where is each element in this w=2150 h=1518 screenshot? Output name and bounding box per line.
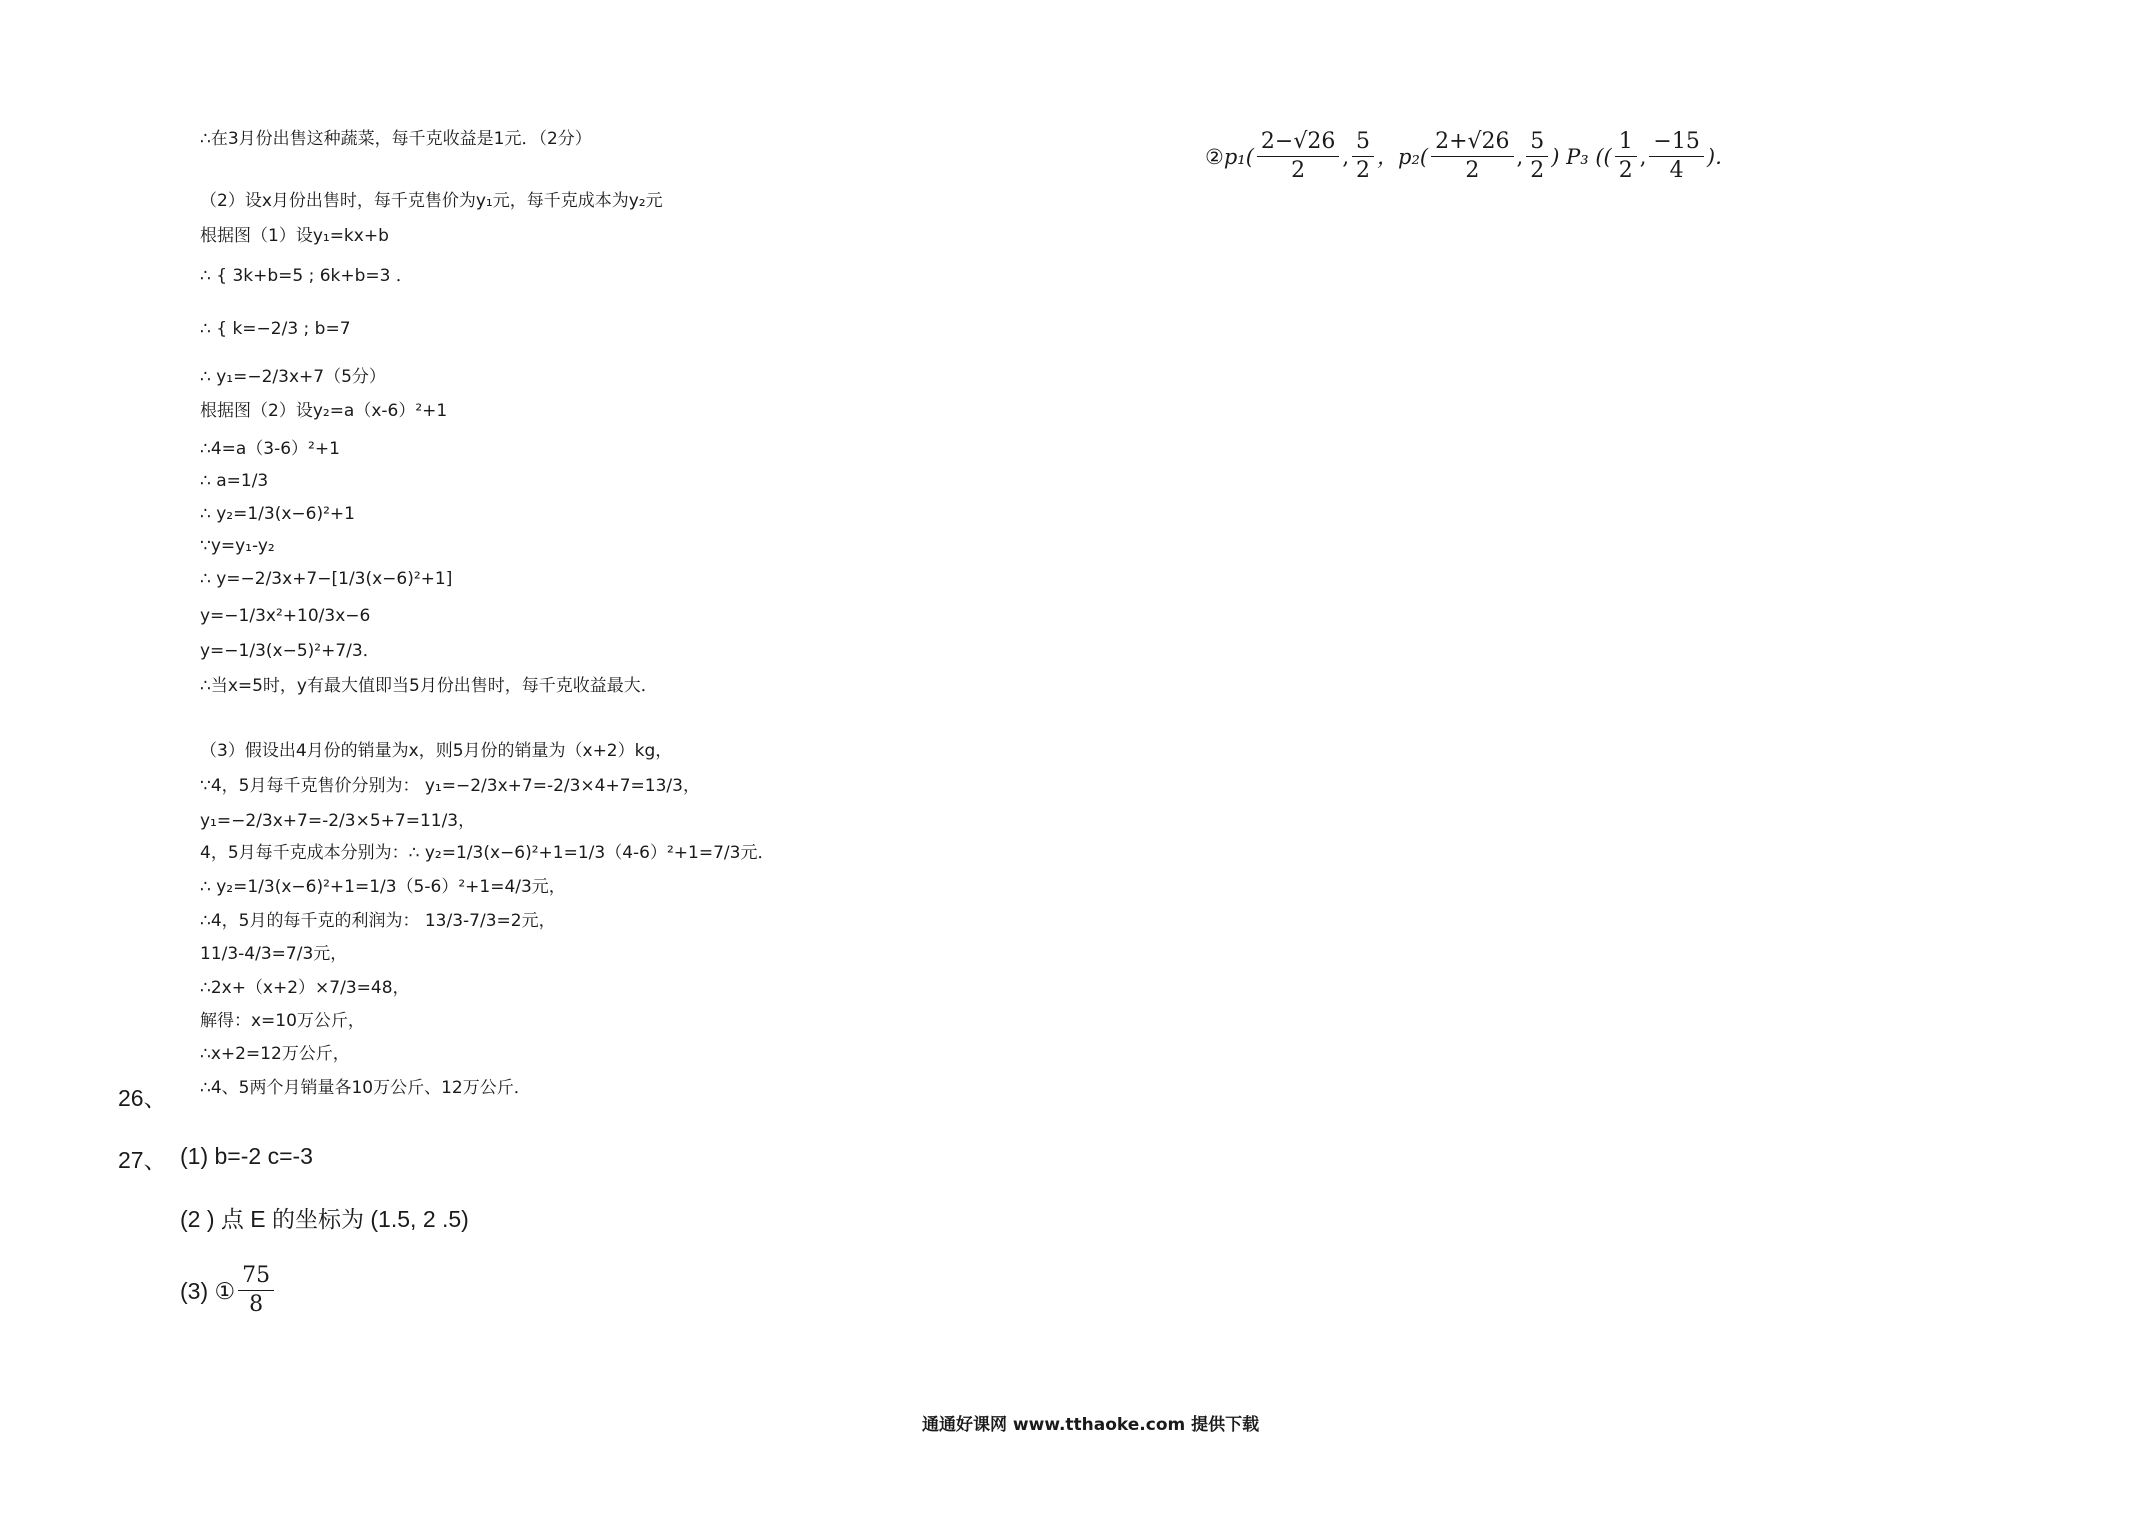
- fraction-denominator: 2: [1465, 158, 1480, 183]
- solution-line: ∴ a=1/3: [200, 471, 269, 491]
- point-p3-label: ) P₃ ((: [1551, 144, 1612, 169]
- solution-line: y=−1/3x²+10/3x−6: [200, 606, 371, 626]
- fraction-numerator: 75: [238, 1262, 274, 1291]
- fraction-numerator: 2+√26: [1431, 128, 1513, 157]
- fraction-denominator: 2: [1356, 158, 1371, 183]
- p2-x-fraction: [1431, 128, 1513, 185]
- solution-line: ∵4，5月每千克售价分别为： y₁=−2/3x+7=-2/3×4+7=13/3，: [200, 776, 700, 796]
- fraction-denominator: 2: [1291, 158, 1306, 183]
- solution-line: 4，5月每千克成本分别为：∴ y₂=1/3(x−6)²+1=1/3（4-6）²+1=7/3元．: [200, 843, 775, 863]
- solution-line: y=−1/3(x−5)²+7/3．: [200, 641, 380, 661]
- solution-line: （2）设x月份出售时，每千克售价为y₁元，每千克成本为y₂元: [200, 191, 663, 211]
- p2-y-fraction: [1526, 128, 1548, 185]
- solution-line: ∴ { 3k+b=5 ; 6k+b=3 ．: [200, 266, 413, 286]
- footer-watermark-text: 通通好课网 www.tthaoke.com 提供下载: [922, 1415, 1260, 1435]
- solution-line: ∴ y₂=1/3(x−6)²+1=1/3（5-6）²+1=4/3元，: [200, 877, 566, 897]
- p3-y-fraction: [1649, 128, 1703, 185]
- fraction-numerator: 1: [1615, 128, 1637, 157]
- point-p2-label: ，p₂(: [1377, 144, 1429, 169]
- solution-line: ∴当x=5时，y有最大值即当5月份出售时，每千克收益最大．: [200, 676, 658, 696]
- solution-line: ∵y=y₁-y₂: [200, 536, 275, 556]
- solution-line: ∴4、5两个月销量各10万公斤、12万公斤．: [200, 1078, 531, 1098]
- fraction-numerator: 2−√26: [1257, 128, 1339, 157]
- p1-y-fraction: [1352, 128, 1374, 185]
- q27-part1: (1) b=-2 c=-3: [180, 1143, 313, 1169]
- fraction-denominator: 2: [1530, 158, 1545, 183]
- fraction-numerator: 5: [1352, 128, 1374, 157]
- q27-part3-fraction: [238, 1262, 274, 1319]
- solution-line: ∴ y₂=1/3(x−6)²+1: [200, 504, 355, 524]
- solution-line: ∴4，5月的每千克的利润为： 13/3-7/3=2元，: [200, 911, 556, 931]
- point-list-end: )．: [1706, 144, 1737, 169]
- solution-line: ∴在3月份出售这种蔬菜，每千克收益是1元．（2分）: [200, 129, 592, 149]
- fraction-denominator: 4: [1669, 158, 1684, 183]
- solution-line: 11/3-4/3=7/3元，: [200, 944, 348, 964]
- fraction-denominator: 2: [1618, 158, 1633, 183]
- p3-x-fraction: [1615, 128, 1637, 185]
- q27-part2: (2 ) 点 E 的坐标为 (1.5, 2 .5): [180, 1206, 469, 1232]
- p1-x-fraction: [1257, 128, 1339, 185]
- fraction-denominator: 8: [249, 1292, 264, 1317]
- solution-line: 根据图（1）设y₁=kx+b: [200, 226, 389, 246]
- solution-line: ∴2x+（x+2）×7/3=48，: [200, 978, 410, 998]
- fraction-numerator: −15: [1649, 128, 1703, 157]
- q27-part3-answer-2: ② p₁( $\frac{2-√26}{2}$ , $\frac{5}{2}$ ，p₂( $\frac{2+√26}{2}$ , $\frac{5}{2}$ ) P₃ (( $\frac{1}{2}$ , $\frac{-15}{4}$ )．: [1205, 129, 1737, 183]
- question-27-label: 27、: [118, 1147, 167, 1173]
- solution-line: y₁=−2/3x+7=-2/3×5+7=11/3，: [200, 811, 476, 831]
- solution-line: 根据图（2）设y₂=a（x-6）²+1: [200, 401, 448, 421]
- point-p1-label: p₁(: [1223, 144, 1254, 169]
- solution-line: 解得：x=10万公斤，: [200, 1011, 365, 1031]
- fraction-numerator: 5: [1526, 128, 1548, 157]
- solution-line: ∴ y=−2/3x+7−[1/3(x−6)²+1]: [200, 569, 453, 589]
- solution-line: ∴4=a（3-6）²+1: [200, 439, 340, 459]
- q27-part3-prefix: (3) ①: [180, 1277, 236, 1304]
- question-26-label: 26、: [118, 1085, 167, 1111]
- q27-part3: [180, 1262, 277, 1319]
- solution-line: （3）假设出4月份的销量为x，则5月份的销量为（x+2）kg，: [200, 741, 673, 761]
- solution-line: ∴ y₁=−2/3x+7（5分）: [200, 367, 386, 387]
- circled-number-2: ②: [1205, 144, 1224, 169]
- solution-line: ∴x+2=12万公斤，: [200, 1044, 350, 1064]
- solution-line: ∴ { k=−2/3 ; b=7: [200, 319, 351, 339]
